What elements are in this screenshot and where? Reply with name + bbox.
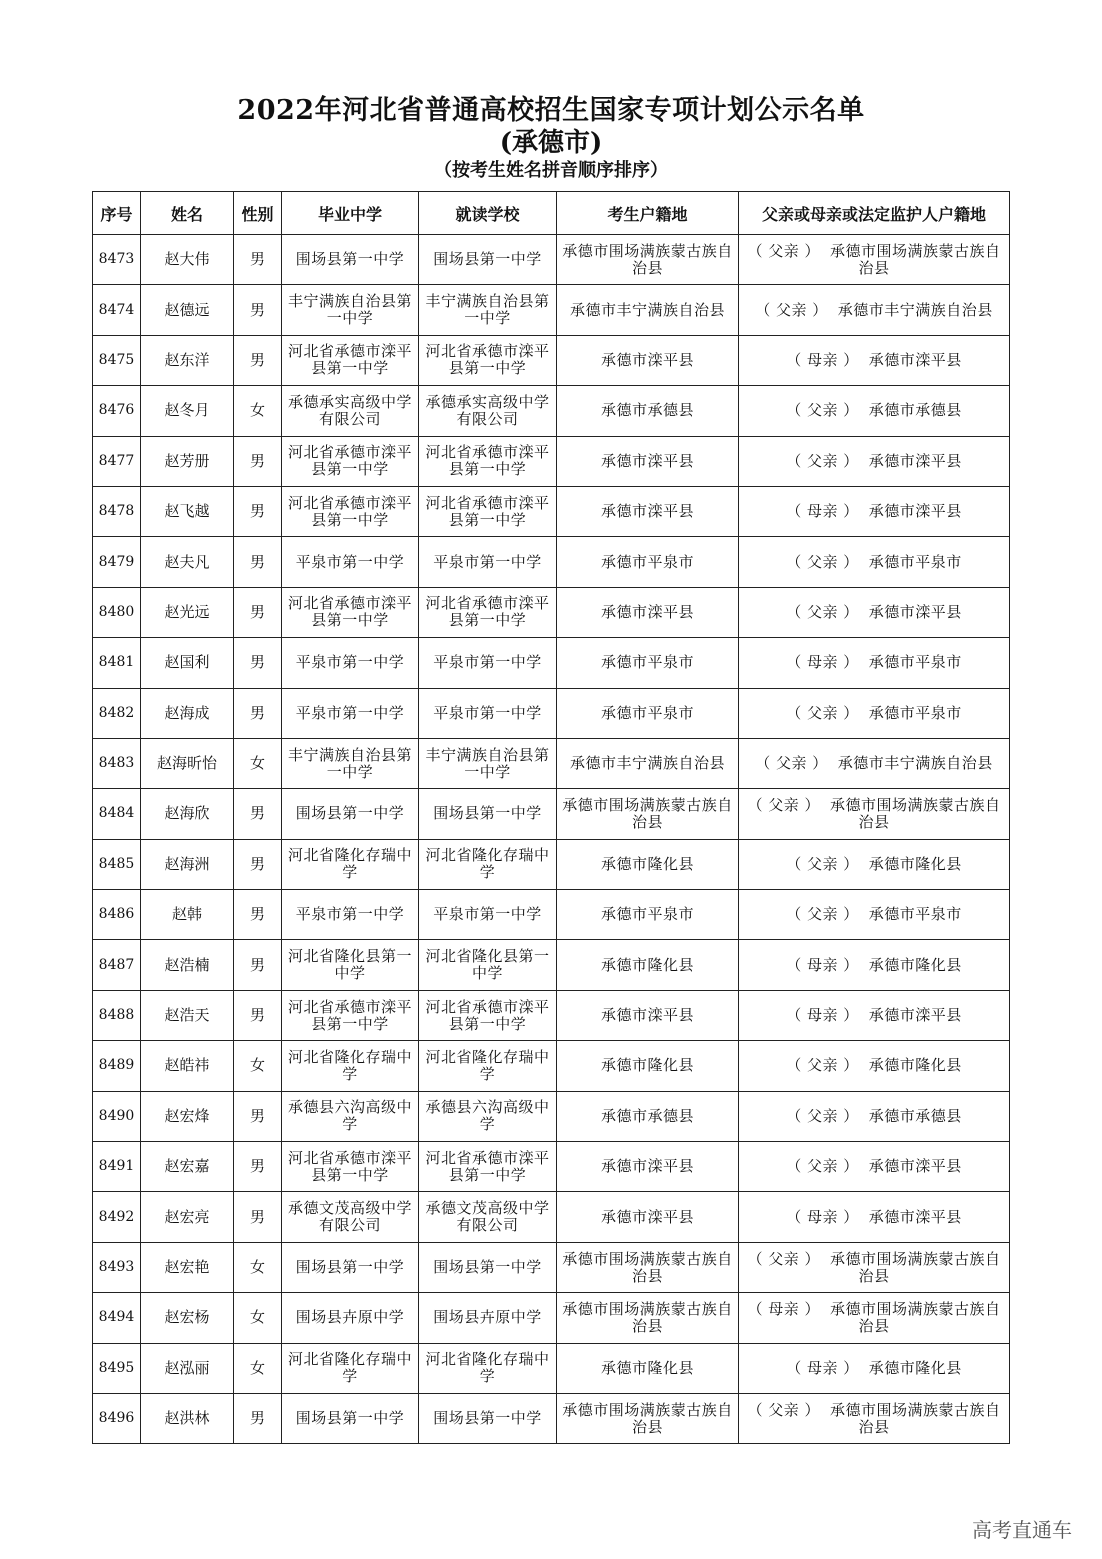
cell-name: 赵冬月 (141, 386, 234, 436)
cell-guardian-hukou (739, 486, 1010, 536)
table-row (93, 688, 1010, 738)
cell-grad-school: 河北省承德市滦平县第一中学 (282, 436, 419, 486)
cell-current-school: 河北省承德市滦平县第一中学 (419, 335, 557, 385)
guardian-relation: （ 母亲 ） (786, 1358, 859, 1377)
cell-guardian-hukou (739, 335, 1010, 385)
cell-gender: 女 (234, 1343, 282, 1393)
table-row (93, 738, 1010, 788)
cell-gender: 男 (234, 486, 282, 536)
cell-gender: 男 (234, 587, 282, 637)
table-row (93, 1041, 1010, 1091)
cell-id: 8485 (93, 839, 141, 889)
cell-current-school: 承德文茂高级中学有限公司 (419, 1192, 557, 1242)
cell-id: 8476 (93, 386, 141, 436)
cell-name: 赵德远 (141, 285, 234, 335)
list-table (92, 191, 1010, 1444)
cell-guardian-hukou (739, 1041, 1010, 1091)
col-header-guardian-hukou: 父亲或母亲或法定监护人户籍地 (739, 192, 1010, 235)
cell-guardian-hukou (739, 688, 1010, 738)
cell-hukou: 承德市平泉市 (557, 688, 739, 738)
cell-current-school: 承德县六沟高级中学 (419, 1091, 557, 1141)
cell-guardian-hukou (739, 1293, 1010, 1343)
table-row (93, 1393, 1010, 1443)
table-row (93, 486, 1010, 536)
cell-current-school: 河北省承德市滦平县第一中学 (419, 587, 557, 637)
cell-grad-school: 平泉市第一中学 (282, 537, 419, 587)
cell-current-school: 平泉市第一中学 (419, 688, 557, 738)
cell-id: 8475 (93, 335, 141, 385)
cell-name: 赵宏杨 (141, 1293, 234, 1343)
cell-grad-school: 围场县第一中学 (282, 1242, 419, 1292)
cell-name: 赵大伟 (141, 235, 234, 285)
cell-grad-school: 平泉市第一中学 (282, 688, 419, 738)
cell-id: 8492 (93, 1192, 141, 1242)
cell-current-school: 河北省承德市滦平县第一中学 (419, 486, 557, 536)
table-row (93, 839, 1010, 889)
guardian-hukou-value: 承德市滦平县 (868, 1157, 962, 1176)
cell-grad-school: 承德县六沟高级中学 (282, 1091, 419, 1141)
cell-hukou: 承德市滦平县 (557, 990, 739, 1040)
cell-current-school: 丰宁满族自治县第一中学 (419, 738, 557, 788)
guardian-hukou-value: 承德市平泉市 (868, 703, 962, 722)
guardian-relation: （ 父亲 ） (786, 905, 859, 924)
cell-guardian-hukou (739, 1343, 1010, 1393)
table-row (93, 386, 1010, 436)
table-row (93, 537, 1010, 587)
table-row (93, 1242, 1010, 1292)
cell-name: 赵海欣 (141, 789, 234, 839)
guardian-hukou-value: 承德市平泉市 (868, 552, 962, 571)
guardian-relation: （ 母亲 ） (786, 502, 859, 521)
cell-gender: 女 (234, 386, 282, 436)
cell-id: 8491 (93, 1142, 141, 1192)
guardian-hukou-value: 承德市平泉市 (868, 653, 962, 672)
cell-id: 8477 (93, 436, 141, 486)
cell-hukou: 承德市隆化县 (557, 1041, 739, 1091)
cell-id: 8478 (93, 486, 141, 536)
table-row (93, 940, 1010, 990)
page-title: 2022年河北省普通高校招生国家专项计划公示名单 (237, 95, 865, 126)
guardian-relation: （ 父亲 ） (786, 703, 859, 722)
cell-gender: 男 (234, 335, 282, 385)
guardian-hukou-value: 承德市滦平县 (868, 1207, 962, 1226)
cell-current-school: 河北省隆化存瑞中学 (419, 1041, 557, 1091)
cell-id: 8480 (93, 587, 141, 637)
guardian-relation: （ 母亲 ） (747, 1299, 821, 1318)
cell-gender: 女 (234, 1242, 282, 1292)
cell-id: 8479 (93, 537, 141, 587)
guardian-relation: （ 父亲 ） (786, 451, 859, 470)
cell-name: 赵海成 (141, 688, 234, 738)
guardian-relation: （ 母亲 ） (786, 350, 859, 369)
cell-hukou: 承德市滦平县 (557, 1142, 739, 1192)
guardian-hukou-value: 承德市滦平县 (868, 602, 962, 621)
guardian-hukou-value: 承德市滦平县 (868, 350, 962, 369)
cell-guardian-hukou (739, 638, 1010, 688)
cell-gender: 男 (234, 1393, 282, 1443)
table-row (93, 587, 1010, 637)
cell-gender: 女 (234, 1293, 282, 1343)
cell-gender: 男 (234, 1192, 282, 1242)
guardian-relation: （ 母亲 ） (786, 1006, 859, 1025)
guardian-relation: （ 父亲 ） (747, 1400, 821, 1419)
cell-hukou: 承德市围场满族蒙古族自治县 (557, 235, 739, 285)
guardian-relation: （ 父亲 ） (786, 1157, 859, 1176)
cell-guardian-hukou (739, 436, 1010, 486)
cell-grad-school: 丰宁满族自治县第一中学 (282, 738, 419, 788)
cell-hukou: 承德市平泉市 (557, 890, 739, 940)
cell-grad-school: 河北省承德市滦平县第一中学 (282, 335, 419, 385)
guardian-hukou-value: 承德市丰宁满族自治县 (837, 754, 993, 773)
col-header-id: 序号 (93, 192, 141, 235)
cell-id: 8483 (93, 738, 141, 788)
cell-name: 赵浩天 (141, 990, 234, 1040)
col-header-name: 姓名 (141, 192, 234, 235)
cell-hukou: 承德市隆化县 (557, 940, 739, 990)
guardian-hukou-value: 承德市承德县 (868, 1106, 962, 1125)
page-subtitle: (承德市) (499, 128, 603, 158)
cell-hukou: 承德市隆化县 (557, 1343, 739, 1393)
cell-hukou: 承德市平泉市 (557, 537, 739, 587)
guardian-hukou-value: 承德市承德县 (868, 401, 962, 420)
table-row (93, 1293, 1010, 1343)
cell-name: 赵东洋 (141, 335, 234, 385)
cell-grad-school: 承德承实高级中学有限公司 (282, 386, 419, 436)
cell-id: 8486 (93, 890, 141, 940)
cell-grad-school: 丰宁满族自治县第一中学 (282, 285, 419, 335)
cell-id: 8493 (93, 1242, 141, 1292)
cell-guardian-hukou (739, 235, 1010, 285)
cell-id: 8488 (93, 990, 141, 1040)
cell-guardian-hukou (739, 1192, 1010, 1242)
cell-gender: 男 (234, 1091, 282, 1141)
cell-guardian-hukou (739, 537, 1010, 587)
table-row (93, 789, 1010, 839)
guardian-relation: （ 母亲 ） (786, 653, 859, 672)
cell-gender: 男 (234, 990, 282, 1040)
col-header-grad-school: 毕业中学 (282, 192, 419, 235)
cell-current-school: 承德承实高级中学有限公司 (419, 386, 557, 436)
table-row (93, 1192, 1010, 1242)
cell-id: 8487 (93, 940, 141, 990)
cell-hukou: 承德市滦平县 (557, 486, 739, 536)
cell-guardian-hukou (739, 990, 1010, 1040)
cell-current-school: 丰宁满族自治县第一中学 (419, 285, 557, 335)
cell-id: 8482 (93, 688, 141, 738)
cell-hukou: 承德市隆化县 (557, 839, 739, 889)
cell-guardian-hukou (739, 587, 1010, 637)
table-row (93, 436, 1010, 486)
guardian-relation: （ 父亲 ） (755, 754, 828, 773)
table-row (93, 335, 1010, 385)
table-header-row (93, 192, 1010, 235)
cell-grad-school: 围场县第一中学 (282, 1393, 419, 1443)
guardian-relation: （ 父亲 ） (786, 552, 859, 571)
cell-hukou: 承德市滦平县 (557, 335, 739, 385)
watermark: 高考直通车 (972, 1518, 1072, 1542)
cell-guardian-hukou (739, 789, 1010, 839)
guardian-relation: （ 父亲 ） (786, 1056, 859, 1075)
col-header-current-school: 就读学校 (419, 192, 557, 235)
table-row (93, 638, 1010, 688)
cell-gender: 男 (234, 1142, 282, 1192)
cell-current-school: 河北省隆化存瑞中学 (419, 1343, 557, 1393)
cell-name: 赵泓丽 (141, 1343, 234, 1393)
cell-name: 赵光远 (141, 587, 234, 637)
cell-current-school: 围场县第一中学 (419, 1242, 557, 1292)
cell-grad-school: 河北省承德市滦平县第一中学 (282, 587, 419, 637)
guardian-relation: （ 父亲 ） (786, 602, 859, 621)
cell-name: 赵国利 (141, 638, 234, 688)
guardian-relation: （ 父亲 ） (786, 854, 859, 873)
cell-guardian-hukou (739, 839, 1010, 889)
cell-id: 8495 (93, 1343, 141, 1393)
cell-name: 赵宏烽 (141, 1091, 234, 1141)
col-header-hukou: 考生户籍地 (557, 192, 739, 235)
cell-gender: 女 (234, 738, 282, 788)
cell-guardian-hukou (739, 1393, 1010, 1443)
cell-id: 8481 (93, 638, 141, 688)
cell-name: 赵洪林 (141, 1393, 234, 1443)
cell-grad-school: 河北省承德市滦平县第一中学 (282, 1142, 419, 1192)
cell-hukou: 承德市丰宁满族自治县 (557, 738, 739, 788)
cell-hukou: 承德市滦平县 (557, 587, 739, 637)
cell-gender: 男 (234, 839, 282, 889)
cell-id: 8484 (93, 789, 141, 839)
cell-grad-school: 平泉市第一中学 (282, 638, 419, 688)
cell-gender: 男 (234, 789, 282, 839)
cell-grad-school: 河北省承德市滦平县第一中学 (282, 990, 419, 1040)
cell-grad-school: 平泉市第一中学 (282, 890, 419, 940)
cell-gender: 男 (234, 537, 282, 587)
cell-hukou: 承德市承德县 (557, 386, 739, 436)
cell-current-school: 围场县卉原中学 (419, 1293, 557, 1343)
cell-name: 赵飞越 (141, 486, 234, 536)
cell-guardian-hukou (739, 1142, 1010, 1192)
cell-current-school: 河北省承德市滦平县第一中学 (419, 436, 557, 486)
table-row (93, 890, 1010, 940)
guardian-hukou-value: 承德市围场满族蒙古族自治县 (830, 1249, 1001, 1285)
guardian-hukou-value: 承德市围场满族蒙古族自治县 (830, 1400, 1001, 1436)
cell-gender: 男 (234, 638, 282, 688)
cell-gender: 男 (234, 285, 282, 335)
guardian-hukou-value: 承德市围场满族蒙古族自治县 (830, 795, 1001, 831)
table-row (93, 990, 1010, 1040)
guardian-relation: （ 父亲 ） (786, 1106, 859, 1125)
cell-current-school: 河北省承德市滦平县第一中学 (419, 990, 557, 1040)
guardian-hukou-value: 承德市隆化县 (868, 955, 962, 974)
table-body (93, 235, 1010, 1444)
guardian-relation: （ 父亲 ） (747, 1249, 821, 1268)
table-row (93, 1343, 1010, 1393)
cell-hukou: 承德市围场满族蒙古族自治县 (557, 1242, 739, 1292)
guardian-hukou-value: 承德市围场满族蒙古族自治县 (830, 1299, 1001, 1335)
cell-name: 赵宏艳 (141, 1242, 234, 1292)
cell-gender: 男 (234, 235, 282, 285)
guardian-hukou-value: 承德市隆化县 (868, 1056, 962, 1075)
guardian-relation: （ 父亲 ） (747, 241, 821, 260)
cell-hukou: 承德市平泉市 (557, 638, 739, 688)
guardian-hukou-value: 承德市隆化县 (868, 854, 962, 873)
cell-gender: 女 (234, 1041, 282, 1091)
guardian-hukou-value: 承德市丰宁满族自治县 (837, 300, 993, 319)
cell-hukou: 承德市滦平县 (557, 1192, 739, 1242)
cell-current-school: 围场县第一中学 (419, 235, 557, 285)
guardian-hukou-value: 承德市滦平县 (868, 1006, 962, 1025)
cell-id: 8473 (93, 235, 141, 285)
cell-grad-school: 河北省隆化存瑞中学 (282, 1041, 419, 1091)
cell-current-school: 河北省隆化存瑞中学 (419, 839, 557, 889)
cell-hukou: 承德市围场满族蒙古族自治县 (557, 1393, 739, 1443)
sort-note: （按考生姓名拼音顺序排序） (434, 160, 668, 181)
cell-name: 赵宏嘉 (141, 1142, 234, 1192)
guardian-hukou-value: 承德市隆化县 (868, 1358, 962, 1377)
cell-guardian-hukou (739, 940, 1010, 990)
cell-grad-school: 河北省隆化县第一中学 (282, 940, 419, 990)
guardian-relation: （ 母亲 ） (786, 955, 859, 974)
cell-hukou: 承德市承德县 (557, 1091, 739, 1141)
cell-guardian-hukou (739, 386, 1010, 436)
cell-current-school: 平泉市第一中学 (419, 890, 557, 940)
cell-id: 8489 (93, 1041, 141, 1091)
cell-id: 8494 (93, 1293, 141, 1343)
cell-grad-school: 围场县卉原中学 (282, 1293, 419, 1343)
cell-hukou: 承德市围场满族蒙古族自治县 (557, 789, 739, 839)
cell-name: 赵夫凡 (141, 537, 234, 587)
cell-current-school: 河北省隆化县第一中学 (419, 940, 557, 990)
cell-grad-school: 承德文茂高级中学有限公司 (282, 1192, 419, 1242)
cell-gender: 男 (234, 940, 282, 990)
cell-current-school: 平泉市第一中学 (419, 638, 557, 688)
cell-name: 赵宏亮 (141, 1192, 234, 1242)
guardian-hukou-value: 承德市平泉市 (868, 905, 962, 924)
table-row (93, 1091, 1010, 1141)
cell-name: 赵海昕怡 (141, 738, 234, 788)
guardian-hukou-value: 承德市滦平县 (868, 451, 962, 470)
guardian-hukou-value: 承德市滦平县 (868, 502, 962, 521)
cell-name: 赵海洲 (141, 839, 234, 889)
guardian-relation: （ 父亲 ） (786, 401, 859, 420)
cell-grad-school: 围场县第一中学 (282, 235, 419, 285)
cell-hukou: 承德市围场满族蒙古族自治县 (557, 1293, 739, 1343)
cell-guardian-hukou (739, 285, 1010, 335)
cell-hukou: 承德市滦平县 (557, 436, 739, 486)
cell-name: 赵韩 (141, 890, 234, 940)
cell-guardian-hukou (739, 1242, 1010, 1292)
col-header-gender: 性别 (234, 192, 282, 235)
cell-current-school: 河北省承德市滦平县第一中学 (419, 1142, 557, 1192)
cell-gender: 男 (234, 436, 282, 486)
guardian-hukou-value: 承德市围场满族蒙古族自治县 (830, 241, 1001, 277)
cell-guardian-hukou (739, 890, 1010, 940)
cell-guardian-hukou (739, 1091, 1010, 1141)
cell-current-school: 平泉市第一中学 (419, 537, 557, 587)
cell-current-school: 围场县第一中学 (419, 1393, 557, 1443)
table-row (93, 1142, 1010, 1192)
cell-current-school: 围场县第一中学 (419, 789, 557, 839)
table-row (93, 235, 1010, 285)
cell-grad-school: 河北省承德市滦平县第一中学 (282, 486, 419, 536)
cell-guardian-hukou (739, 738, 1010, 788)
guardian-relation: （ 母亲 ） (786, 1207, 859, 1226)
cell-hukou: 承德市丰宁满族自治县 (557, 285, 739, 335)
cell-name: 赵浩楠 (141, 940, 234, 990)
cell-id: 8474 (93, 285, 141, 335)
cell-gender: 男 (234, 688, 282, 738)
cell-name: 赵皓祎 (141, 1041, 234, 1091)
cell-grad-school: 河北省隆化存瑞中学 (282, 1343, 419, 1393)
cell-name: 赵芳册 (141, 436, 234, 486)
cell-gender: 男 (234, 890, 282, 940)
guardian-relation: （ 父亲 ） (755, 300, 828, 319)
cell-grad-school: 围场县第一中学 (282, 789, 419, 839)
cell-id: 8496 (93, 1393, 141, 1443)
cell-grad-school: 河北省隆化存瑞中学 (282, 839, 419, 889)
guardian-relation: （ 父亲 ） (747, 795, 821, 814)
cell-id: 8490 (93, 1091, 141, 1141)
table-row (93, 285, 1010, 335)
